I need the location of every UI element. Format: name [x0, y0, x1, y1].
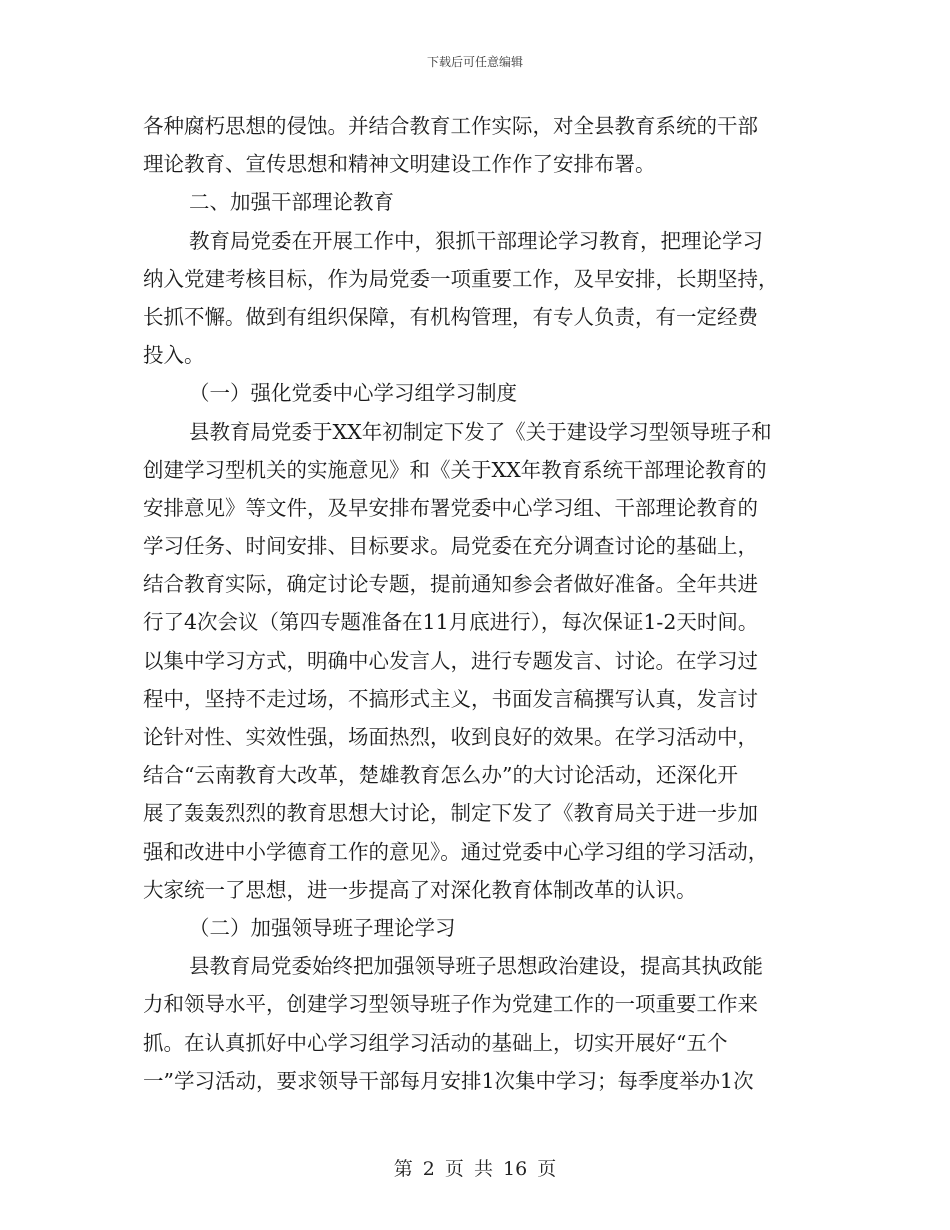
text-line: 论针对性、实效性强，场面热烈，收到良好的效果。在学习活动中，	[143, 725, 758, 749]
text-line: 县教育局党委始终把加强领导班子思想政治建设，提高其执政能	[189, 954, 763, 979]
text-line: 大家统一了思想，进一步提高了对深化教育体制改革的认识。	[143, 877, 697, 902]
section-heading: 二、加强干部理论教育	[189, 190, 394, 215]
text-line: 行了4次会议（第四专题准备在11月底进行），每次保证1-2天时间。	[143, 610, 759, 635]
text-line: 县教育局党委于XX年初制定下发了《关于建设学习型领导班子和	[189, 419, 772, 444]
subsection-heading: （二）加强领导班子理论学习	[189, 915, 456, 940]
text-line: 程中，坚持不走过场，不搞形式主义，书面发言稿撰写认真，发言讨	[143, 686, 758, 711]
text-line: 教育局党委在开展工作中，狠抓干部理论学习教育，把理论学习	[189, 228, 763, 253]
text-line: 以集中学习方式，明确中心发言人，进行专题发言、讨论。在学习过	[143, 648, 758, 673]
text-line: 创建学习型机关的实施意见》和《关于XX年教育系统干部理论教育的	[143, 457, 767, 482]
page-header-note: 下载后可任意编辑	[426, 55, 523, 69]
text-line: 结合“云南教育大改革，楚雄教育怎么办”的大讨论活动，还深化开	[143, 763, 738, 788]
text-line: 学习任务、时间安排、目标要求。局党委在充分调查讨论的基础上，	[143, 534, 758, 559]
text-line: 理论教育、宣传思想和精神文明建设工作作了安排布署。	[143, 152, 656, 177]
text-line: 长抓不懈。做到有组织保障，有机构管理，有专人负责，有一定经费	[143, 304, 758, 329]
text-line: 展了轰轰烈烈的教育思想大讨论，制定下发了《教育局关于进一步加	[143, 801, 758, 826]
text-line: 各种腐朽思想的侵蚀。并结合教育工作实际，对全县教育系统的干部	[143, 114, 758, 138]
text-line: 投入。	[143, 343, 205, 368]
text-line: 纳入党建考核目标，作为局党委一项重要工作，及早安排，长期坚持，	[143, 266, 779, 291]
subsection-heading: （一）强化党委中心学习组学习制度	[189, 381, 517, 406]
text-line: 一”学习活动，要求领导干部每月安排1次集中学习；每季度举办1次	[143, 1068, 754, 1093]
document-body	[143, 107, 815, 1100]
text-line: 强和改进中小学德育工作的意见》。通过党委中心学习组的学习活动，	[143, 839, 769, 864]
page-number: 第 2 页 共 16 页	[393, 1158, 557, 1180]
text-line: 安排意见》等文件，及早安排布署党委中心学习组、干部理论教育的	[143, 495, 758, 520]
text-line: 结合教育实际，确定讨论专题，提前通知参会者做好准备。全年共进	[143, 572, 758, 597]
text-line: 抓。在认真抓好中心学习组学习活动的基础上，切实开展好“五个	[143, 1030, 728, 1055]
text-line: 力和领导水平，创建学习型领导班子作为党建工作的一项重要工作来	[143, 992, 758, 1017]
